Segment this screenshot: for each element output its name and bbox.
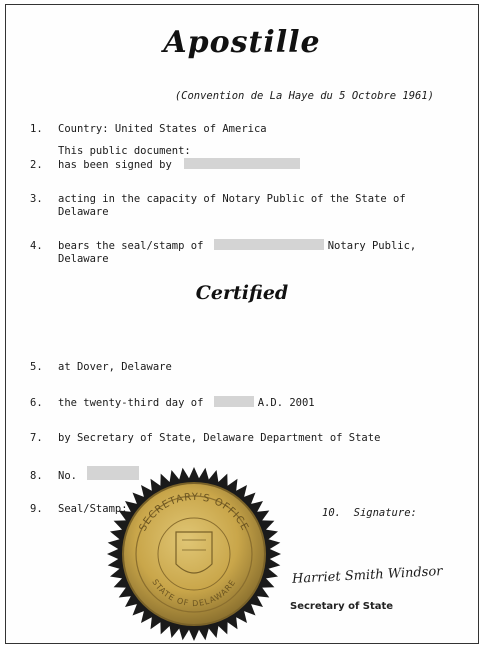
item-7 xyxy=(30,432,380,445)
item-text-prefix: the twenty-third day of xyxy=(58,397,204,409)
signer-title: Secretary of State xyxy=(290,601,394,612)
item-5 xyxy=(30,361,172,374)
item-text: Country: United States of America xyxy=(58,123,267,135)
item-number: 6. xyxy=(30,397,43,409)
seal-text-top: SECRETARY'S OFFICE xyxy=(137,491,251,534)
convention-line: (Convention de La Haye du 5 Octobre 1961) xyxy=(174,90,434,102)
item-text-line2: Delaware xyxy=(58,206,109,218)
item-text-line1: acting in the capacity of Notary Public of the State of xyxy=(58,193,406,205)
item-number: 4. xyxy=(30,240,43,252)
item-number: 8. xyxy=(30,470,43,482)
item-number: 10. xyxy=(322,507,341,519)
item-10 xyxy=(322,507,417,519)
handwritten-signature: Harriet Smith Windsor xyxy=(291,564,443,587)
item-text: Signature: xyxy=(353,507,417,519)
item-number: 2. xyxy=(30,159,43,171)
item-text-line2: Delaware xyxy=(58,253,109,265)
item-text-line1: This public document: xyxy=(58,145,191,157)
redacted-signer-name xyxy=(184,158,300,169)
item-text: No. xyxy=(58,470,77,482)
item-text-prefix: bears the seal/stamp of xyxy=(58,240,204,252)
document-title: Apostille xyxy=(163,25,321,60)
item-text: by Secretary of State, Delaware Department of State xyxy=(58,432,381,444)
seal-text-bottom: STATE OF DELAWARE xyxy=(150,577,238,609)
item-2 xyxy=(30,145,300,172)
item-text-suffix: A.D. 2001 xyxy=(257,397,315,409)
item-6 xyxy=(30,396,315,410)
certified-heading: Certified xyxy=(195,282,289,304)
item-number: 7. xyxy=(30,432,43,444)
item-number: 5. xyxy=(30,361,43,373)
item-number: 1. xyxy=(30,123,43,135)
item-number: 9. xyxy=(30,503,43,515)
state-seal-icon xyxy=(106,466,282,642)
item-text-line2: has been signed by xyxy=(58,159,172,171)
item-1 xyxy=(30,123,267,136)
redacted-notary-name xyxy=(214,239,324,250)
item-4 xyxy=(30,239,416,266)
item-number: 3. xyxy=(30,193,43,205)
item-text: Seal/Stamp: xyxy=(58,503,128,515)
redacted-month xyxy=(214,396,254,407)
item-text-suffix: Notary Public, xyxy=(327,240,417,252)
item-3 xyxy=(30,193,406,219)
item-text: at Dover, Delaware xyxy=(58,361,172,373)
